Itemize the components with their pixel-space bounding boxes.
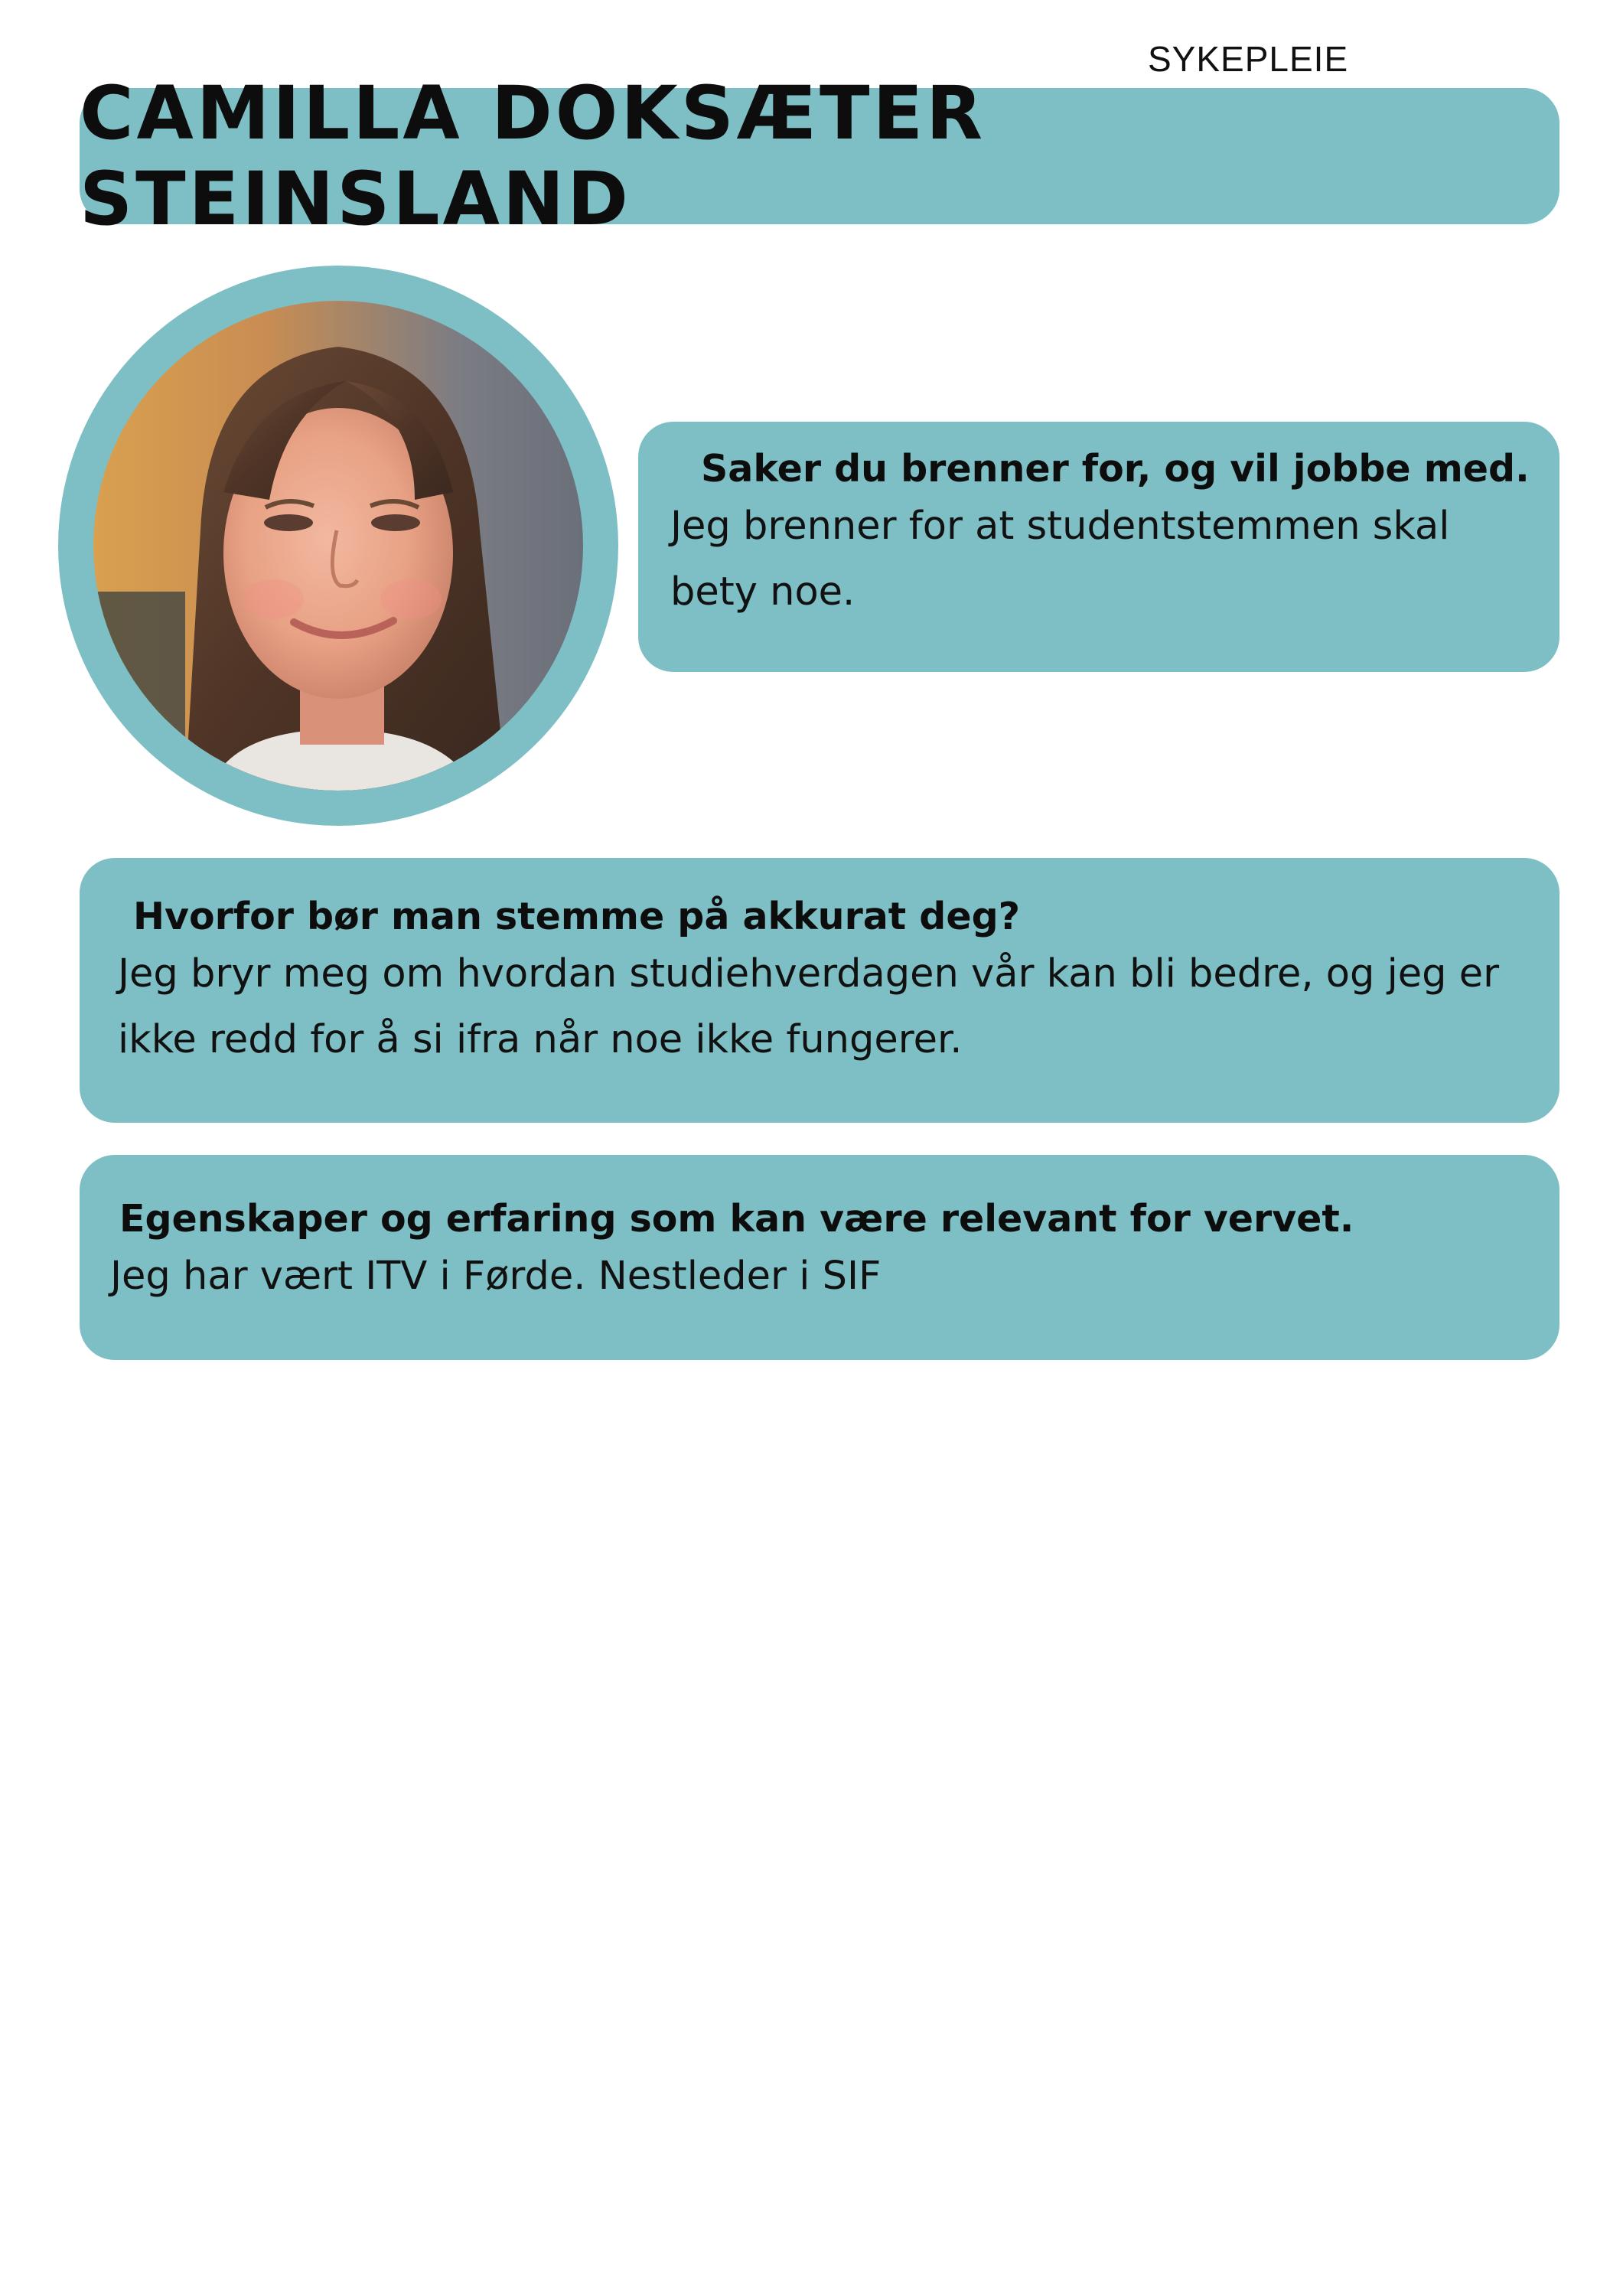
passion-body: Jeg brenner for at studentstemmen skal bety noe. [670, 504, 1450, 615]
candidate-photo [93, 301, 583, 791]
experience-body: Jeg har vært ITV i Førde. Nestleder i SIF [110, 1254, 882, 1299]
experience-card [80, 1155, 1559, 1360]
passion-card [638, 422, 1559, 672]
candidate-name: CAMILLA DOKSÆTER STEINSLAND [80, 70, 986, 242]
name-banner [80, 70, 1559, 242]
photo-frame [58, 266, 618, 826]
why-vote-heading: Hvorfor bør man stemme på akkurat deg? [133, 895, 1021, 938]
why-vote-card [80, 858, 1559, 1123]
why-vote-body: Jeg bryr meg om hvordan studiehverdagen vår kan bli bedre, og jeg er ikke redd for å si ifra når noe ikke fungerer. [118, 951, 1500, 1062]
portrait-image [93, 301, 583, 791]
passion-heading: Saker du brenner for, og vil jobbe med. [701, 447, 1530, 491]
program-label: SYKEPLEIE [1148, 39, 1349, 79]
experience-heading: Egenskaper og erfaring som kan være relevant for vervet. [119, 1197, 1354, 1241]
